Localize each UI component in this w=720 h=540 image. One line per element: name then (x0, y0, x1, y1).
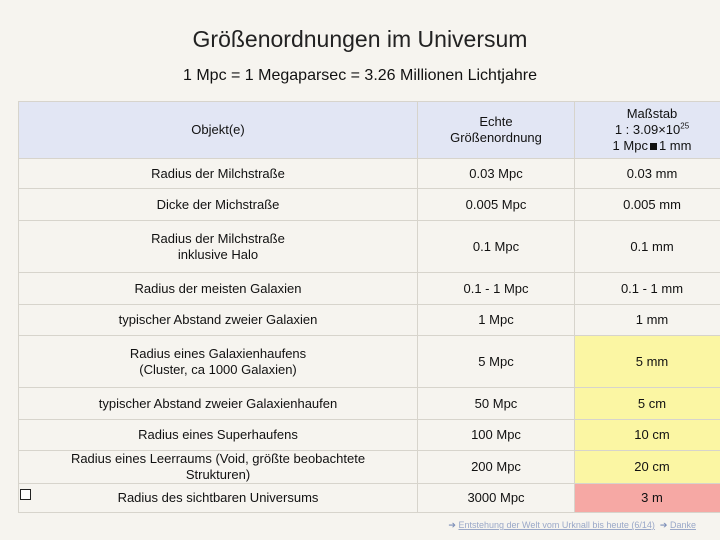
row-real: 100 Mpc (418, 420, 575, 451)
table-row (19, 420, 720, 451)
row-real: 0.1 Mpc (418, 221, 575, 273)
header-object: Objekt(e) (19, 102, 418, 159)
footer-link-danke[interactable]: Danke (669, 520, 696, 530)
row-object: Radius der Milchstraße (19, 159, 418, 189)
row-scaled: 10 cm (575, 420, 720, 451)
row-scaled: 0.1 - 1 mm (575, 273, 720, 305)
row-scaled: 0.005 mm (575, 189, 720, 221)
row-scaled: 3 m (575, 484, 720, 513)
table-row (19, 159, 720, 189)
row-real: 0.005 Mpc (418, 189, 575, 221)
row-scaled: 5 mm (575, 336, 720, 388)
row-object (19, 451, 418, 484)
header-scale-right: 1 mm (658, 138, 692, 153)
row-scaled: 0.03 mm (575, 159, 720, 189)
table-row (19, 451, 720, 484)
row-object-line1: Radius eines Leerraums (Void, größte beobachtete (70, 451, 366, 466)
row-object: Radius der meisten Galaxien (19, 273, 418, 305)
table-row (19, 336, 720, 388)
row-object (19, 221, 418, 273)
row-object-line1: Radius eines Galaxienhaufens (129, 345, 307, 361)
table-header-row (19, 102, 720, 159)
arrow-right-icon: ➔ (659, 520, 668, 530)
row-object (19, 336, 418, 388)
row-real: 0.1 - 1 Mpc (418, 273, 575, 305)
row-scaled: 0.1 mm (575, 221, 720, 273)
row-real: 0.03 Mpc (418, 159, 575, 189)
row-object: typischer Abstand zweier Galaxienhaufen (19, 388, 418, 420)
row-object-line2: Strukturen) (185, 467, 251, 482)
bullet-checkbox[interactable] (20, 489, 31, 500)
equivalence-square-icon (650, 143, 657, 150)
row-scaled: 5 cm (575, 388, 720, 420)
row-real: 1 Mpc (418, 305, 575, 336)
table-row (19, 273, 720, 305)
row-object: typischer Abstand zweier Galaxien (19, 305, 418, 336)
row-scaled: 1 mm (575, 305, 720, 336)
row-object: Radius des sichtbaren Universums (19, 484, 418, 513)
header-scale-left: 1 Mpc (612, 138, 648, 153)
row-object-line2: inklusive Halo (177, 246, 259, 262)
page-subtitle: 1 Mpc = 1 Megaparsec = 3.26 Millionen Lichtjahre (183, 67, 537, 84)
row-real: 5 Mpc (418, 336, 575, 388)
header-real-size (418, 102, 575, 159)
row-real: 3000 Mpc (418, 484, 575, 513)
table-row (19, 189, 720, 221)
header-scale-exponent: 25 (680, 121, 690, 131)
footer-link-chapter[interactable]: Entstehung der Welt vom Urknall bis heute (6/14) (458, 520, 655, 530)
footer-nav (448, 520, 696, 531)
row-object: Dicke der Michstraße (19, 189, 418, 221)
header-scale-ratio: 1 : 3.09×10 (614, 122, 681, 137)
row-object-line2: (Cluster, ca 1000 Galaxien) (139, 361, 297, 377)
table-row (19, 388, 720, 420)
arrow-right-icon: ➔ (448, 520, 456, 530)
scale-table (18, 101, 720, 513)
row-object: Radius eines Superhaufens (19, 420, 418, 451)
header-real-line2: Größenordnung (450, 130, 542, 145)
table-row (19, 221, 720, 273)
row-scaled: 20 cm (575, 451, 720, 484)
table-row (19, 305, 720, 336)
header-scale-line1: Maßstab (626, 106, 678, 121)
header-scale (575, 102, 720, 159)
header-real-line1: Echte (479, 114, 513, 129)
row-real: 200 Mpc (418, 451, 575, 484)
row-object-line1: Radius der Milchstraße (151, 230, 285, 246)
table-row (19, 484, 720, 513)
row-real: 50 Mpc (418, 388, 575, 420)
page-title: Größenordnungen im Universum (192, 26, 528, 52)
